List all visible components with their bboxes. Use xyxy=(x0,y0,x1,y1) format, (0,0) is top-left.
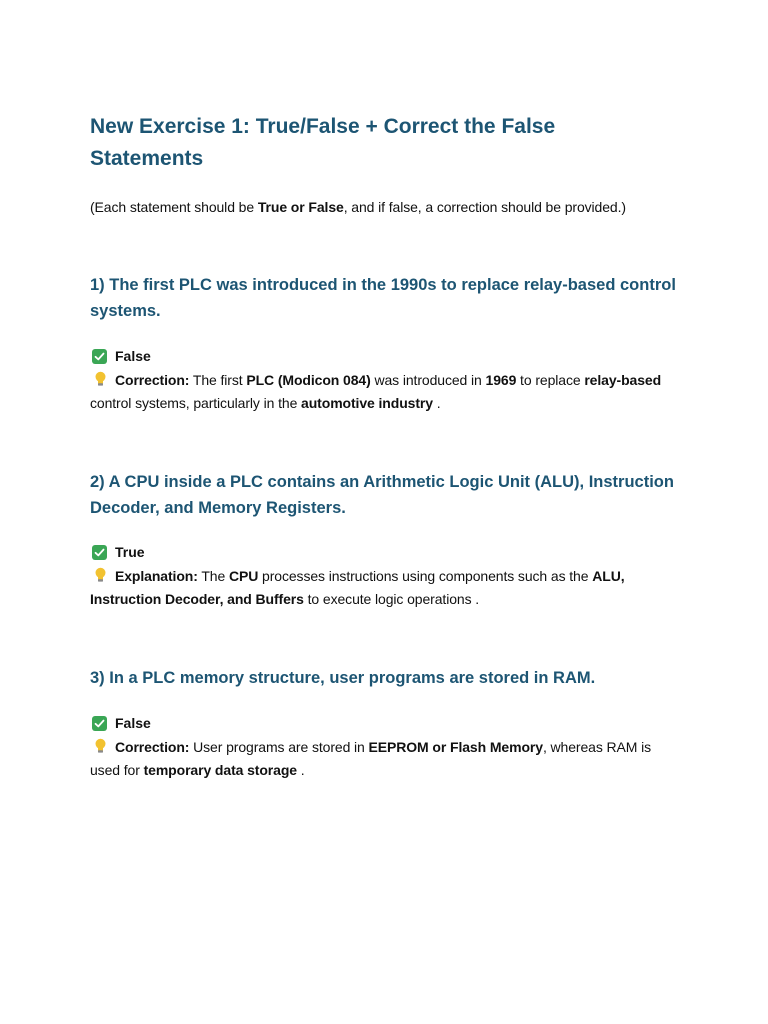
light-bulb-icon xyxy=(94,567,107,583)
note-bold-text: CPU xyxy=(228,568,259,584)
note-text: to replace xyxy=(516,372,585,388)
note-text: . xyxy=(432,394,441,411)
intro-text-bold: True or False xyxy=(257,199,344,215)
note-bold-text: relay-based xyxy=(584,372,662,388)
verdict-label: False xyxy=(115,348,151,364)
note-label: Explanation: xyxy=(115,568,198,584)
light-bulb-icon xyxy=(94,371,107,387)
note-text: control systems, particularly in the xyxy=(90,394,302,411)
note-text: User programs are stored in xyxy=(189,739,369,755)
note-label: Correction: xyxy=(115,372,190,388)
question-2-heading: 2) A CPU inside a PLC contains an Arithmetic Logic Unit (ALU), Instruction Decoder, and Memory Registers. xyxy=(90,473,674,517)
question-3-verdict xyxy=(90,712,680,734)
verdict-label: False xyxy=(115,715,151,731)
note-bold-text: EEPROM or Flash Memory xyxy=(368,739,543,755)
note-text: , whereas RAM is used for xyxy=(90,739,652,778)
check-mark-button-icon xyxy=(92,349,107,364)
note-bold-text: 1969 xyxy=(485,372,517,388)
note-bold-text: automotive industry xyxy=(301,394,433,411)
note-text: The first xyxy=(189,372,247,388)
question-1-heading: 1) The first PLC was introduced in the 1990s to replace relay-based control systems. xyxy=(90,276,676,320)
note-text: The xyxy=(197,568,229,584)
intro-text-after: , and if false, a correction should be provided.) xyxy=(343,199,626,215)
question-2-verdict xyxy=(90,541,680,563)
verdict-label: True xyxy=(115,544,145,560)
light-bulb-icon xyxy=(94,738,107,754)
note-bold-text: PLC (Modicon 084) xyxy=(246,372,371,388)
note-text: was introduced in xyxy=(370,372,486,388)
question-3-heading: 3) In a PLC memory structure, user programs are stored in RAM. xyxy=(90,669,596,687)
note-bold-text: temporary data storage xyxy=(143,761,297,778)
question-1-verdict xyxy=(90,345,680,367)
question-3-note xyxy=(90,736,680,781)
check-mark-button-icon xyxy=(92,545,107,560)
intro-paragraph xyxy=(90,196,680,218)
note-label: Correction: xyxy=(115,739,190,755)
note-text: . xyxy=(297,761,305,778)
note-text: to execute logic operations . xyxy=(303,590,480,607)
note-text: processes instructions using components such as the xyxy=(258,568,593,584)
check-mark-button-icon xyxy=(92,716,107,731)
question-2-note xyxy=(90,565,680,610)
question-1-note xyxy=(90,369,680,414)
intro-text-before: (Each statement should be xyxy=(90,199,258,215)
page-title: New Exercise 1: True/False + Correct the False Statements xyxy=(90,115,556,170)
note-bold-text: ALU, Instruction Decoder, and Buffers xyxy=(90,568,625,607)
